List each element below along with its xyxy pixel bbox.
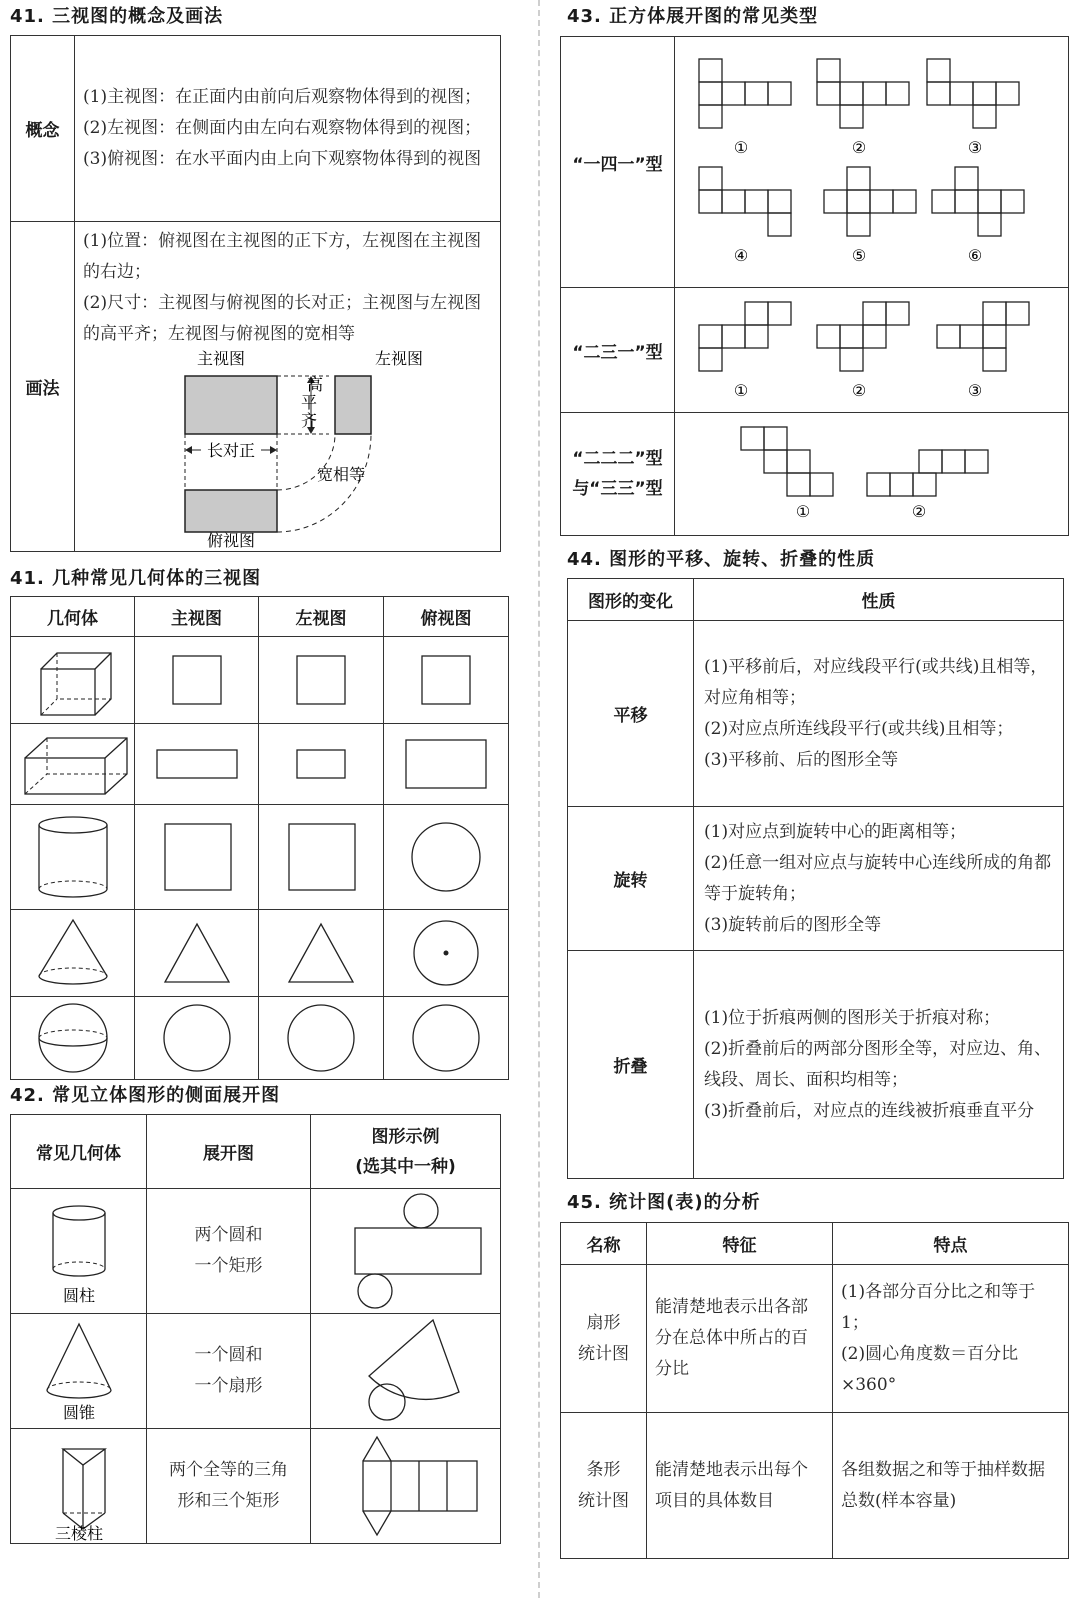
header-name: 名称 (561, 1223, 647, 1265)
net-desc-line: 一个矩形 (194, 1256, 263, 1276)
net-mark-1: ① (733, 381, 749, 400)
cylinder-solid-figure (11, 1189, 147, 1313)
folding-properties (694, 951, 1064, 1179)
net-mark-5: ⑤ (851, 246, 867, 265)
arrow-right (270, 446, 277, 454)
bar-chart-feature: 能清楚地表示出每个项目的具体数目 (647, 1413, 833, 1559)
header-property: 性质 (694, 579, 1064, 621)
drawing-method-label: 画法 (11, 222, 75, 552)
section-44-title: 44. 图形的平移、旋转、折叠的性质 (567, 549, 876, 570)
concept-item: (1)主视图：在正面内由前向后观察物体得到的视图； (83, 87, 482, 107)
cone-front-view (135, 910, 259, 996)
bar-chart-row (561, 1413, 1069, 1559)
length-align-label: 长对正 (206, 441, 256, 460)
front-view-rect (185, 376, 277, 434)
cube-left-view (259, 637, 384, 723)
net-mark-1: ① (795, 502, 811, 521)
property-item: (3)旋转前后的图形全等 (704, 914, 882, 935)
cube-nets-table (560, 36, 1069, 536)
property-item: (3)平移前、后的图形全等 (704, 749, 899, 770)
net-mark-2: ② (851, 381, 867, 400)
net-mark-6: ⑥ (967, 246, 983, 265)
type-222-33-nets (675, 413, 1069, 535)
folding-label: 折叠 (568, 951, 694, 1179)
top-view-rect (185, 490, 277, 532)
method-item: (1)位置：俯视图在主视图的正下方，左视图在主视图的右边； (83, 231, 482, 282)
header-feature: 特征 (647, 1223, 833, 1265)
property-item: (1)平移前后，对应线段平行(或共线)且相等，对应角相等； (704, 656, 1048, 708)
header-example-l1: 图形示例 (371, 1126, 440, 1147)
pie-chart-feature: 能清楚地表示出各部分在总体中所占的百分比 (647, 1265, 833, 1413)
cube-row (11, 637, 509, 724)
cone-solid-figure (11, 1314, 147, 1428)
concept-content (75, 36, 501, 222)
net-desc-line: 一个扇形 (194, 1376, 263, 1396)
property-item: (1)对应点到旋转中心的距离相等； (704, 821, 967, 842)
three-views-concept-table (10, 35, 501, 552)
height-align-char2: 平 (301, 393, 318, 412)
prism-net-figure (311, 1429, 501, 1543)
height-align-char1: 高 (307, 375, 324, 394)
property-item: (2)折叠前后的两部分图形全等，对应边、角、线段、周长、面积均相等； (704, 1038, 1052, 1090)
concept-item: (3)俯视图：在水平面内由上向下观察物体得到的视图 (83, 149, 482, 169)
method-item: (2)尺寸：主视图与俯视图的长对正；主视图与左视图的高平齐；左视图与俯视图的宽相等 (83, 293, 482, 344)
folding-row (568, 951, 1064, 1179)
property-item: (3)折叠前后，对应点的连线被折痕垂直平分 (704, 1100, 1035, 1121)
type-231-label: “二三一”型 (561, 288, 675, 413)
arrow-left (185, 446, 192, 454)
cube-front-view (135, 637, 259, 723)
section-43-title: 43. 正方体展开图的常见类型 (567, 6, 819, 27)
cylinder-row (11, 805, 509, 910)
property-item: (1)位于折痕两侧的图形关于折痕对称； (704, 1007, 1001, 1028)
net-mark-2: ② (911, 502, 927, 521)
statistics-charts-table (560, 1222, 1069, 1559)
cuboid-top-view (384, 724, 509, 804)
drawing-method-content (75, 222, 501, 552)
type-231-row (561, 288, 1069, 413)
header-net: 展开图 (147, 1115, 311, 1189)
type-33-label: 与“三三”型 (572, 479, 663, 499)
rotation-row (568, 807, 1064, 951)
cone-caption: 圆锥 (62, 1403, 96, 1422)
sphere-left-view (259, 997, 384, 1079)
three-view-layout-diagram (81, 350, 501, 550)
solids-three-views-table (10, 596, 509, 1080)
net-mark-4: ④ (733, 246, 749, 265)
type-231-nets (675, 288, 1069, 412)
prism-caption: 三棱柱 (54, 1524, 104, 1543)
header-left-view: 左视图 (259, 597, 384, 637)
cuboid-front-view (135, 724, 259, 804)
type-141-label: “一四一”型 (561, 37, 675, 288)
cone-net-row (11, 1314, 501, 1429)
front-view-caption: 主视图 (196, 350, 246, 368)
type-222-33-row (561, 413, 1069, 536)
top-view-caption: 俯视图 (206, 531, 256, 550)
net-mark-3: ③ (967, 381, 983, 400)
cone-left-view (259, 910, 384, 996)
left-view-caption: 左视图 (374, 350, 424, 368)
cone-net-figure (311, 1314, 501, 1428)
sphere-top-view (384, 997, 509, 1079)
pie-chart-name: 扇形 统计图 (561, 1265, 647, 1413)
type-141-row (561, 37, 1069, 288)
sphere-row (11, 997, 509, 1080)
pie-chart-traits: (1)各部分百分比之和等于1； (2)圆心角度数＝百分比×360° (833, 1265, 1069, 1413)
net-desc-line: 一个圆和 (194, 1345, 263, 1365)
cylinder-front-view (135, 805, 259, 909)
rotation-label: 旋转 (568, 807, 694, 951)
net-mark-3: ③ (967, 138, 983, 157)
header-solid: 几何体 (11, 597, 135, 637)
surface-nets-table (10, 1114, 501, 1544)
net-mark-1: ① (733, 138, 749, 157)
header-top-view: 俯视图 (384, 597, 509, 637)
column-divider (538, 0, 540, 1598)
net-mark-2: ② (851, 138, 867, 157)
bar-chart-traits: 各组数据之和等于抽样数据总数(样本容量) (833, 1413, 1069, 1559)
net-desc-line: 形和三个矩形 (177, 1491, 280, 1511)
header-transformation: 图形的变化 (568, 579, 694, 621)
translation-row (568, 621, 1064, 807)
header-front-view: 主视图 (135, 597, 259, 637)
cone-row (11, 910, 509, 997)
cone-figure (11, 910, 135, 996)
section-42-title: 42. 常见立体图形的侧面展开图 (10, 1085, 281, 1106)
sphere-figure (11, 997, 135, 1079)
property-item: (2)对应点所连线段平行(或共线)且相等； (704, 718, 1014, 739)
header-characteristic: 特点 (833, 1223, 1069, 1265)
property-item: (2)任意一组对应点与旋转中心连线所成的角都等于旋转角； (704, 852, 1052, 904)
net-desc-line: 两个全等的三角 (169, 1460, 288, 1480)
concept-item: (2)左视图：在侧面内由左向右观察物体得到的视图； (83, 118, 482, 138)
cube-figure (11, 637, 135, 723)
cylinder-net-row (11, 1189, 501, 1314)
header-example-l2: (选其中一种) (355, 1156, 456, 1177)
cylinder-top-view (384, 805, 509, 909)
width-equal-label: 宽相等 (317, 465, 366, 484)
concept-label: 概念 (11, 36, 75, 222)
pie-chart-row (561, 1265, 1069, 1413)
bar-chart-name: 条形 统计图 (561, 1413, 647, 1559)
cuboid-figure (11, 724, 135, 804)
prism-net-row (11, 1429, 501, 1544)
type-222-label: “二二二”型 (572, 449, 663, 469)
cylinder-caption: 圆柱 (62, 1286, 96, 1305)
cube-top-view (384, 637, 509, 723)
type-141-nets (675, 37, 1069, 287)
left-view-rect (335, 376, 371, 434)
section-45-title: 45. 统计图(表)的分析 (567, 1192, 761, 1213)
sphere-front-view (135, 997, 259, 1079)
prism-solid-figure (11, 1429, 147, 1543)
transformations-table (567, 578, 1064, 1179)
cuboid-left-view (259, 724, 384, 804)
section-41-concept-title: 41. 三视图的概念及画法 (10, 6, 224, 27)
cuboid-row (11, 724, 509, 805)
type-222-33-label (561, 413, 675, 536)
section-41-solids-title: 41. 几种常见几何体的三视图 (10, 568, 262, 589)
header-common-solid: 常见几何体 (11, 1115, 147, 1189)
translation-properties (694, 621, 1064, 807)
cylinder-left-view (259, 805, 384, 909)
net-desc-line: 两个圆和 (194, 1225, 263, 1245)
rotation-properties (694, 807, 1064, 951)
cylinder-net-figure (311, 1189, 501, 1313)
height-align-char3: 齐 (301, 411, 318, 430)
translation-label: 平移 (568, 621, 694, 807)
cone-top-view (384, 910, 509, 996)
header-example (311, 1115, 501, 1189)
cylinder-figure (11, 805, 135, 909)
